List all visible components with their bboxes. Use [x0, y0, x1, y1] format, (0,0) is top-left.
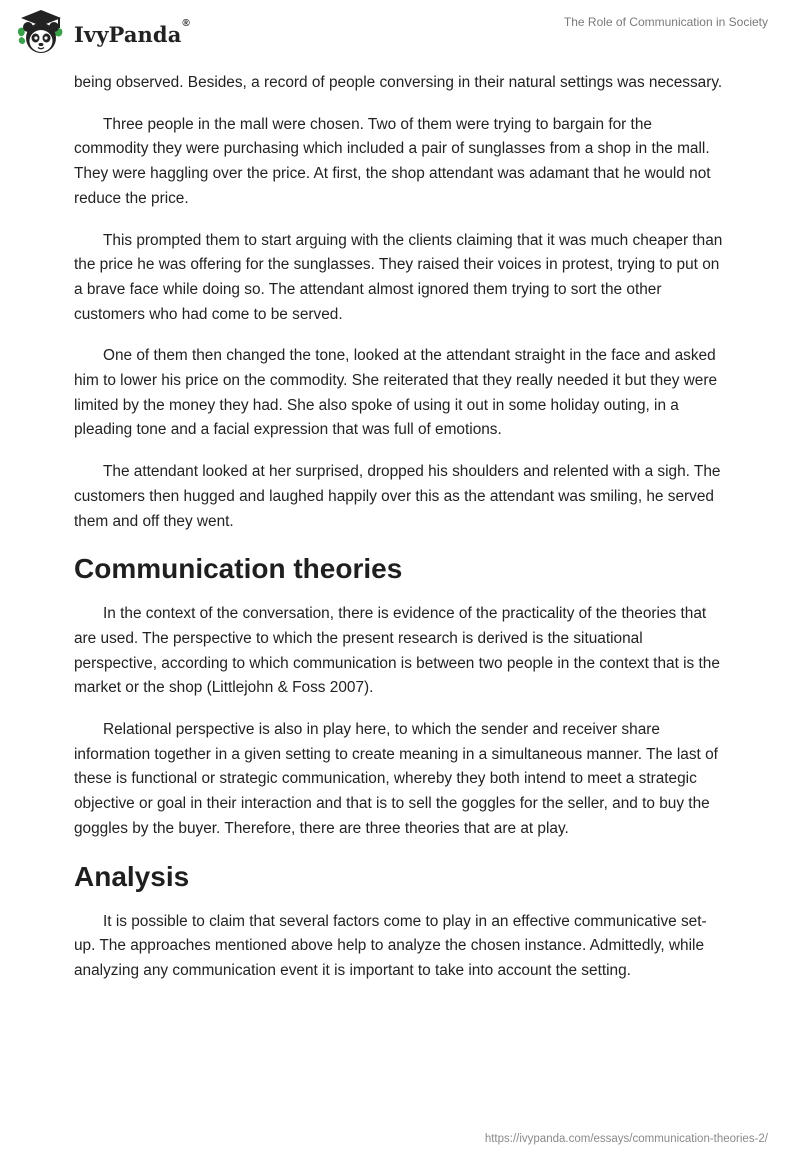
brand-logo[interactable] — [14, 8, 190, 58]
paragraph: It is possible to claim that several factors come to play in an effective communicative set- up. The approaches mentioned above help to analyze the chosen instance. Admittedly, while analyzing any communication event it is important to take into account the setting. — [74, 912, 707, 979]
document-title: The Role of Communication in Society — [563, 15, 768, 29]
source-url-link[interactable]: https://ivypanda.com/essays/communication-theories-2/ — [484, 1133, 768, 1145]
paragraph: One of them then changed the tone, looked at the attendant straight in the face and asked him to lower his price on the commodity. She reiterated that they really needed it but they were limited by the money they had. She also spoke of using it out in some holiday outing, in a pleading tone and a facial expression that was full of emotions. — [74, 347, 718, 439]
paragraph: The attendant looked at her surprised, dropped his shoulders and relented with a sigh. The customers then hugged and laughed happily over this as the attendant was smiling, he served them and off they went. — [74, 463, 721, 530]
paragraph-intro: being observed. Besides, a record of people conversing in their natural settings was necessary. — [74, 74, 723, 91]
paragraph: This prompted them to start arguing with the clients claiming that it was much cheaper than the price he was offering for the sunglasses. They raised their voices in protest, trying to put on a brave face while doing so. The attendant almost ignored them trying to sort the other customers who had come to be served. — [74, 231, 723, 323]
paragraph: Relational perspective is also in play here, to which the sender and receiver share information together in a given setting to create meaning in a simultaneous manner. The last of these is functional or strategic communication, whereby they both intend to meet a strategic objective or goal in their interaction and that is to sell the goggles for the seller, and to buy the goggles by the buyer. Therefore, there are three theories that are at play. — [74, 721, 718, 837]
essay-body — [74, 71, 726, 1001]
panda-graduate-icon — [14, 8, 68, 58]
brand-name: IvyPanda® — [74, 17, 190, 47]
paragraph: Three people in the mall were chosen. Two of them were trying to bargain for the commodity they were purchasing which included a pair of sunglasses from a shop in the mall. They were haggling over the price. At first, the shop attendant was adamant that he would not reduce the price. — [74, 115, 711, 207]
paragraph: In the context of the conversation, there is evidence of the practicality of the theories that are used. The perspective to which the present research is derived is the situational perspective, according to which communication is between two people in the context that is the market or the shop (Littlejohn & Foss 2007). — [74, 605, 720, 697]
page-header — [0, 0, 800, 70]
section-heading-communication-theories: Communication theories — [74, 553, 403, 585]
section-heading-analysis: Analysis — [74, 860, 190, 892]
